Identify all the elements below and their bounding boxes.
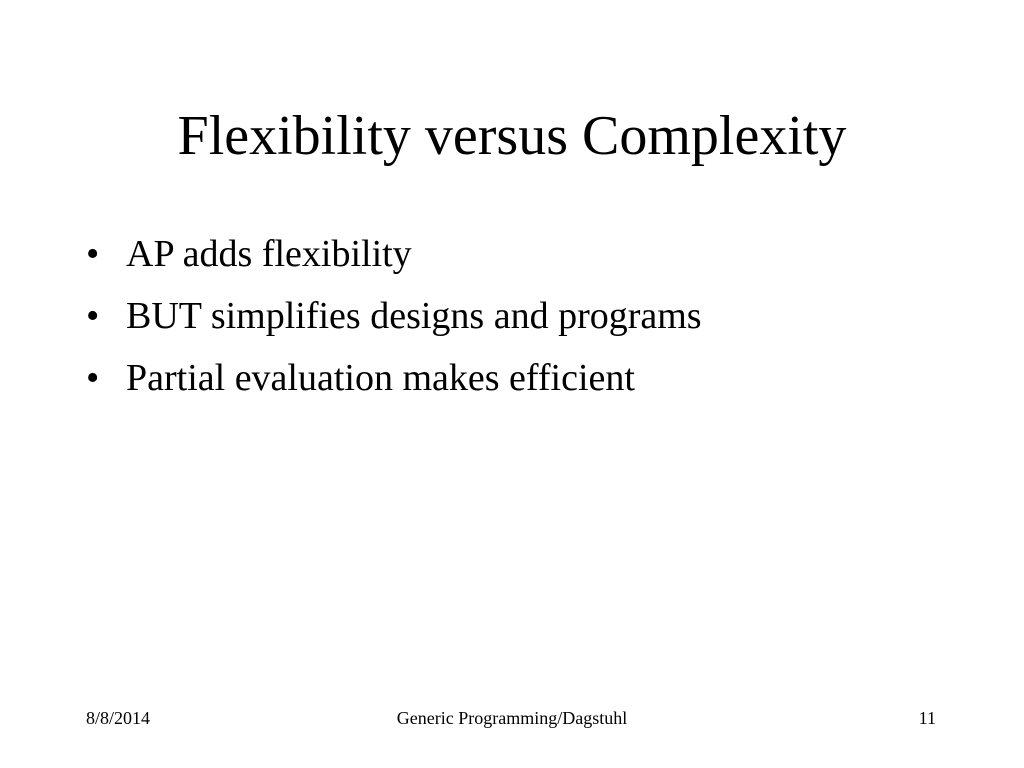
bullet-list bbox=[86, 230, 986, 416]
footer-title: Generic Programming/Dagstuhl bbox=[396, 708, 628, 728]
bullet-dot-icon: • bbox=[86, 233, 100, 275]
bullet-dot-icon: • bbox=[86, 357, 100, 399]
bullet-text: BUT simplifies designs and programs bbox=[126, 295, 702, 337]
footer-page-number: 11 bbox=[918, 708, 936, 728]
bullet-item bbox=[86, 230, 986, 278]
bullet-text: Partial evaluation makes efficient bbox=[126, 357, 635, 399]
bullet-item bbox=[86, 354, 986, 402]
bullet-dot-icon: • bbox=[86, 295, 100, 337]
bullet-item bbox=[86, 292, 986, 340]
slide-title: Flexibility versus Complexity bbox=[177, 105, 847, 167]
footer-date: 8/8/2014 bbox=[86, 708, 151, 728]
bullet-text: AP adds flexibility bbox=[126, 233, 412, 275]
